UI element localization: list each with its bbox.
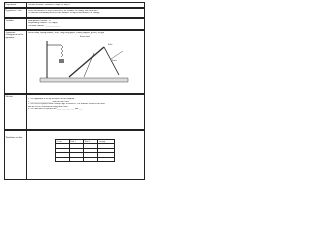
label-experiment: Experiment xyxy=(5,3,27,7)
row-tabulation xyxy=(4,130,145,180)
table-header: Trial 2 xyxy=(83,140,97,144)
label-hypothesis: Hypothesis / Aim xyxy=(5,9,27,17)
row-method xyxy=(4,94,145,130)
ruler xyxy=(69,47,104,77)
row-hypothesis xyxy=(4,8,145,18)
row-apparatus xyxy=(4,30,145,94)
method-step-1: 1. The apparatus is set up as shown in the diagram. xyxy=(28,98,75,100)
method-step-2: 2. ___________________ and then the ruler. xyxy=(28,100,70,103)
leader-line xyxy=(111,51,123,59)
label-apparatus: Apparatus / Arrangement of the apparatus xyxy=(5,31,27,93)
method-step-4: 4. The data then is repeated for ___, ___, ___, ___ and ___. xyxy=(28,108,83,111)
table-header: Trial 1 xyxy=(69,140,83,144)
table-header: d / cm xyxy=(56,140,70,144)
base-platform xyxy=(40,78,128,82)
variable-manipulated: Manipulated variable : d xyxy=(28,19,51,22)
label-method: Method xyxy=(5,95,27,129)
hypothesis-line-1: When the distance of object increases, the distance of change also increases. xyxy=(28,9,99,12)
label-variables: Variables xyxy=(5,19,27,29)
table-row xyxy=(56,157,115,161)
hypothesis-line-2: To find the relationship between the distance of object and distance of change. xyxy=(28,12,100,15)
annotation-retort: Retort stand xyxy=(80,36,90,38)
experiment-text: Friction Measure: Distance to slope of object xyxy=(28,3,70,6)
annotation-screw: Screw xyxy=(112,60,117,62)
support-strut xyxy=(84,53,94,77)
row-variables xyxy=(4,18,145,30)
weight xyxy=(59,59,64,63)
data-table xyxy=(55,139,115,162)
spring xyxy=(61,45,63,57)
worksheet xyxy=(4,2,145,180)
apparatus-diagram xyxy=(39,39,129,85)
method-step-3: 3. The screw is placed with a sharp edge in between. The distance between the start xyxy=(28,103,105,106)
apparatus-list: Retort stand, spring balance, ruler, large/long paper, sliding support, pencil, weight xyxy=(28,31,105,34)
table-header: Average xyxy=(98,140,115,144)
variable-responding: Responding variable : d (length) xyxy=(28,22,58,25)
label-tabulation: Tabulation of data xyxy=(5,131,27,179)
method-step-3-cont: and the screw is measured using meter rule. xyxy=(28,105,69,108)
annotation-ruler: Ruler xyxy=(108,44,113,46)
variable-constant: Constant variable : ____________ xyxy=(28,24,60,27)
